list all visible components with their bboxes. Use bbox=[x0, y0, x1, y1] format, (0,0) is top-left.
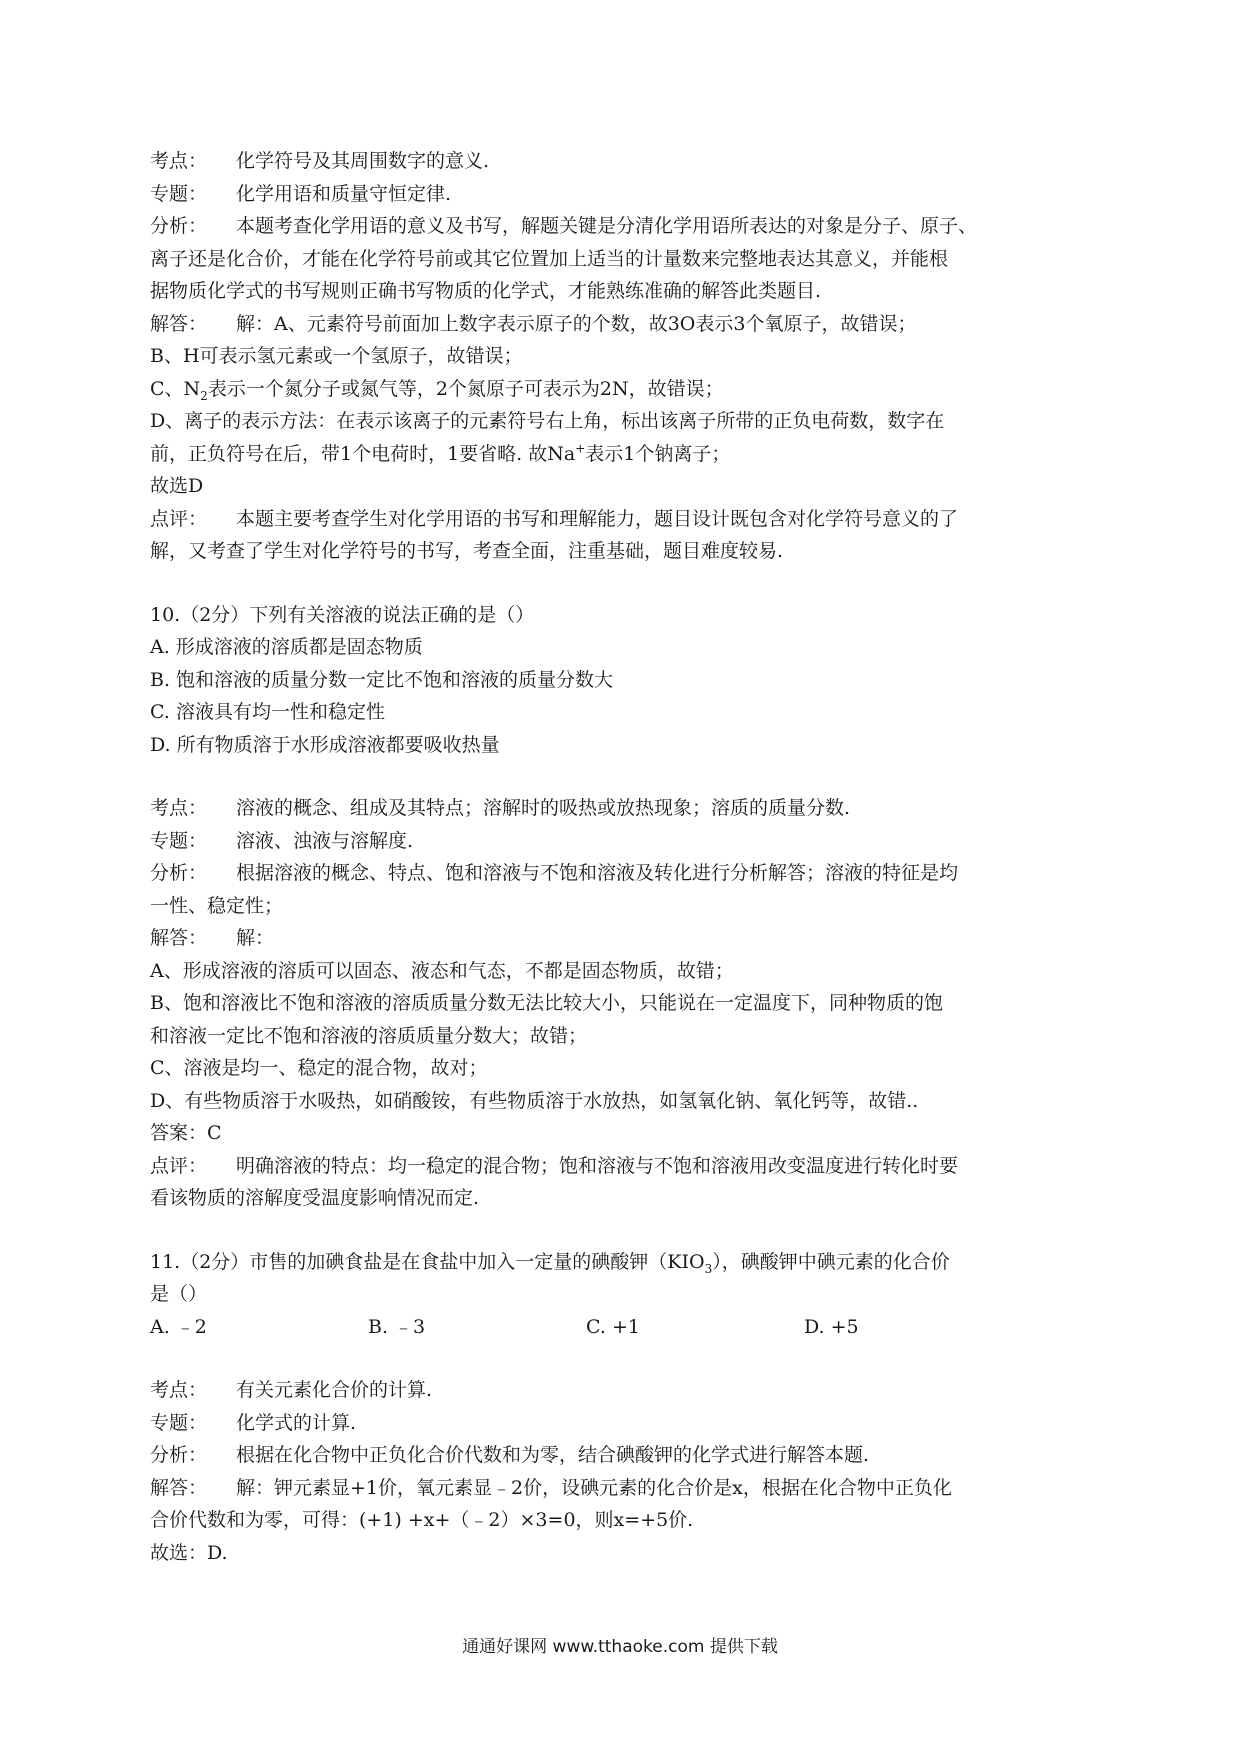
dianping-text: 明确溶液的特点：均一稳定的混合物；饱和溶液与不饱和溶液用改变温度进行转化时要 bbox=[236, 1154, 959, 1177]
jieda-label: 解答： bbox=[150, 927, 208, 949]
document-page bbox=[150, 145, 1090, 1569]
jieda-line: A、形成溶液的溶质可以固态、液态和气态，不都是固态物质，故错； bbox=[150, 959, 734, 982]
option-c: C. +1 bbox=[586, 1315, 640, 1338]
fenxi-label: 分析： bbox=[150, 215, 208, 237]
option-b: B. ﹣3 bbox=[368, 1315, 426, 1338]
jieda-line-c bbox=[150, 373, 1090, 406]
fenxi-text: 根据溶液的概念、特点、饱和溶液与不饱和溶液及转化进行分析解答；溶液的特征是均 bbox=[236, 862, 959, 884]
answer-line: 故选：D. bbox=[150, 1541, 228, 1564]
jieda-line: C、溶液是均一、稳定的混合物，故对； bbox=[150, 1057, 488, 1079]
fenxi-label: 分析： bbox=[150, 1444, 208, 1466]
kaodian-text: 化学符号及其周围数字的意义. bbox=[236, 150, 490, 172]
answer-line: 答案：C bbox=[150, 1122, 222, 1144]
fenxi-continued: 离子还是化合价，才能在化学符号前或其它位置加上适当的计量数来完整地表达其意义，并能根 bbox=[150, 247, 949, 270]
fenxi-text: 本题考查化学用语的意义及书写，解题关键是分清化学用语所表达的对象是分子、原子、 bbox=[236, 215, 978, 237]
zhuanti-label: 专题： bbox=[150, 1411, 208, 1434]
option-a: A. 形成溶液的溶质都是固态物质 bbox=[150, 636, 423, 658]
kaodian-text: 有关元素化合价的计算. bbox=[236, 1379, 433, 1401]
option-d: D. +5 bbox=[804, 1315, 859, 1338]
kaodian-label: 考点： bbox=[150, 1379, 208, 1401]
zhuanti-row bbox=[150, 1407, 1090, 1440]
zhuanti-row bbox=[150, 178, 1090, 211]
answer-line: 故选D bbox=[150, 475, 204, 497]
question-stem: 10.（2分）下列有关溶液的说法正确的是（） bbox=[150, 603, 535, 626]
jieda-line-b: B、H可表示氢元素或一个氢原子，故错误； bbox=[150, 345, 523, 367]
jieda-row bbox=[150, 922, 1090, 955]
dianping-row bbox=[150, 503, 1090, 536]
jieda-row bbox=[150, 1472, 1090, 1505]
fenxi-row bbox=[150, 1439, 1090, 1472]
question-stem-continued: 是（） bbox=[150, 1283, 208, 1305]
jieda-line: D、有些物质溶于水吸热，如硝酸铵，有些物质溶于水放热，如氢氧化钠、氧化钙等，故错.. bbox=[150, 1089, 919, 1112]
option-b: B. 饱和溶液的质量分数一定比不饱和溶液的质量分数大 bbox=[150, 668, 614, 691]
fenxi-row bbox=[150, 210, 1090, 243]
fenxi-text: 根据在化合物中正负化合价代数和为零，结合碘酸钾的化学式进行解答本题. bbox=[236, 1444, 870, 1466]
jieda-line: 和溶液一定比不饱和溶液的溶质质量分数大；故错； bbox=[150, 1024, 588, 1047]
footer-text: 通通好课网 www.tthaoke.com 提供下载 bbox=[462, 1637, 778, 1657]
option-c: C. 溶液具有均一性和稳定性 bbox=[150, 701, 385, 723]
dianping-label: 点评： bbox=[150, 507, 208, 530]
stem-text: 11.（2分）市售的加碘食盐是在食盐中加入一定量的碘酸钾（KIO bbox=[150, 1250, 705, 1273]
spacer bbox=[150, 1343, 1090, 1374]
option-d: D. 所有物质溶于水形成溶液都要吸收热量 bbox=[150, 733, 500, 756]
zhuanti-label: 专题： bbox=[150, 829, 208, 852]
jieda-text: 解： bbox=[236, 927, 275, 949]
spacer bbox=[150, 761, 1090, 792]
kaodian-row bbox=[150, 145, 1090, 178]
dianping-continued: 看该物质的溶解度受温度影响情况而定. bbox=[150, 1187, 480, 1209]
dianping-label: 点评： bbox=[150, 1154, 208, 1177]
superscript: + bbox=[575, 441, 586, 456]
dianping-continued: 解，又考查了学生对化学符号的书写，考查全面，注重基础，题目难度较易. bbox=[150, 540, 784, 562]
zhuanti-text: 溶液、浊液与溶解度. bbox=[236, 829, 414, 852]
kaodian-row bbox=[150, 792, 1090, 825]
zhuanti-text: 化学式的计算. bbox=[236, 1411, 357, 1434]
option-a: A. ﹣2 bbox=[150, 1315, 207, 1338]
fenxi-continued: 据物质化学式的书写规则正确书写物质的化学式，才能熟练准确的解答此类题目. bbox=[150, 280, 822, 302]
jieda-line: B、饱和溶液比不饱和溶液的溶质质量分数无法比较大小，只能说在一定温度下，同种物质的饱 bbox=[150, 992, 943, 1014]
dianping-row bbox=[150, 1150, 1090, 1183]
fenxi-continued: 一性、稳定性； bbox=[150, 894, 284, 917]
formula-text: C、N bbox=[150, 377, 201, 400]
jieda-text: 解：钾元素显+1价，氧元素显﹣2价，设碘元素的化合价是x，根据在化合物中正负化 bbox=[236, 1476, 952, 1499]
subscript: 2 bbox=[200, 388, 208, 403]
jieda-text: 解：A、元素符号前面加上数字表示原子的个数，故3O表示3个氧原子，故错误； bbox=[236, 312, 917, 335]
spacer bbox=[150, 1215, 1090, 1246]
stem-text: ），碘酸钾中碘元素的化合价 bbox=[712, 1250, 950, 1273]
jieda-row bbox=[150, 308, 1090, 341]
options-row bbox=[150, 1311, 1090, 1344]
dianping-text: 本题主要考查学生对化学用语的书写和理解能力，题目设计既包含对化学符号意义的了 bbox=[236, 507, 959, 530]
kaodian-label: 考点： bbox=[150, 150, 208, 172]
zhuanti-row bbox=[150, 825, 1090, 858]
jieda-line-d-continued bbox=[150, 438, 1090, 471]
jieda-label: 解答： bbox=[150, 1476, 208, 1499]
fenxi-label: 分析： bbox=[150, 862, 208, 884]
zhuanti-text: 化学用语和质量守恒定律. bbox=[236, 182, 452, 205]
line-text: 前，正负符号在后，带1个电荷时，1要省略. 故Na bbox=[150, 442, 576, 465]
kaodian-row bbox=[150, 1374, 1090, 1407]
kaodian-label: 考点： bbox=[150, 797, 208, 819]
fenxi-row bbox=[150, 857, 1090, 890]
jieda-line: 合价代数和为零，可得：(+1) +x+（﹣2）×3=0，则x=+5价. bbox=[150, 1509, 694, 1531]
line-text: 表示1个钠离子； bbox=[585, 442, 731, 465]
question-stem bbox=[150, 1246, 1090, 1279]
jieda-line-d: D、离子的表示方法：在表示该离子的元素符号右上角，标出该离子所带的正负电荷数，数字在 bbox=[150, 410, 945, 432]
subscript: 3 bbox=[704, 1261, 713, 1276]
jieda-label: 解答： bbox=[150, 312, 208, 335]
zhuanti-label: 专题： bbox=[150, 182, 208, 205]
spacer bbox=[150, 568, 1090, 599]
kaodian-text: 溶液的概念、组成及其特点；溶解时的吸热或放热现象；溶质的质量分数. bbox=[236, 797, 851, 819]
line-text: 表示一个氮分子或氮气等，2个氮原子可表示为2N，故错误； bbox=[207, 377, 724, 400]
